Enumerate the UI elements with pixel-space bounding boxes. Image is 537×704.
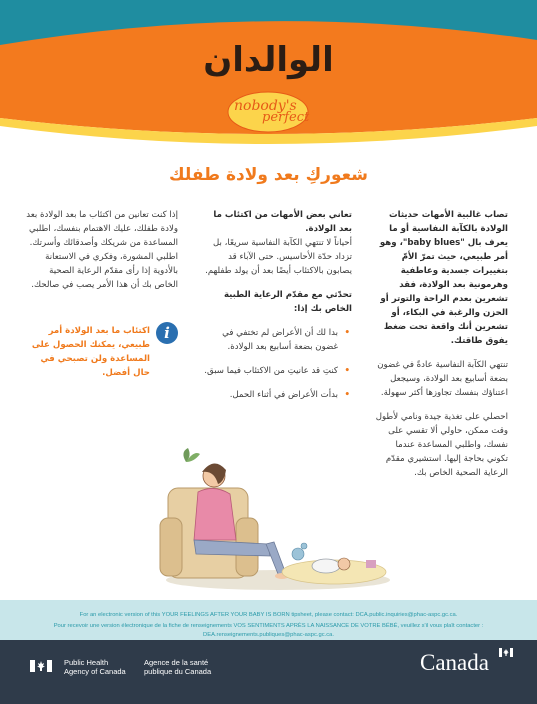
footer-line-1: For an electronic version of this YOUR FEELINGS AFTER YOUR BABY IS BORN tipsheet, please contact: DCA.public.inquiries@phac-aspc.gc.ca. (79, 612, 458, 618)
col1-paragraph-2: تنتهي الكآبة النفاسية عادةً في غضون بضعة أسابيع بعد الولادة، وسيجعل اعتناؤك بنفسك تجاوزها أكثر سهولة. (377, 360, 508, 398)
footer-line-3: DEA.renseignements.publiques@phac-aspc.gc.ca. (203, 632, 334, 638)
col1-paragraph-3: احصلي على تغذية جيدة ونامي لأطول وقت ممكن، حاولي ألا تقسي على نفسك، واطلبي المساعدة عندما تكوني بحاجة إليها. استشيري مقدّم الرعاية الصحية الخاص بك. (375, 412, 508, 478)
list-item: • كنتِ قد عانيتِ من الاكتئاب فيما سبق. (200, 364, 338, 378)
logo-line1: nobody's (234, 98, 297, 114)
footer-line-2: Pour recevoir une version électronique de la fiche de renseignements VOS SENTIMENTS APRÈS LA NAISSANCE DE VOTRE BÉBÉ, veuillez s'il vous plaît contacter : (53, 623, 484, 629)
section-subtitle: شعوركِ بعد ولادة طفلك (169, 165, 368, 185)
col1-paragraph-1: تصاب غالبية الأمهات حديثات الولادة بالكآبة النفاسية أو ما يعرف بال "baby blues"، وهو أمر طبيعي، حيث تمرّ الأمّ بتغييرات جسدية وعاطفية وهرمونية بعد الولادة، فقد تشعرين بعدم الراحة والتوتر أو الحزن والرغبة في البكاء، أو تشعرين أنك واقعة تحت ضغط يفوق طاقتك. (379, 210, 508, 346)
page-title: الوالدان (203, 40, 334, 80)
wordmark-flag-icon (499, 648, 513, 657)
department-name-en (64, 658, 126, 676)
col2-bullet-list (200, 326, 352, 402)
col2-subheading: تحدّثي مع مقدّم الرعاية الطبية الخاص بك إذا: (223, 290, 352, 314)
dept-en-line-1: Public Health (64, 658, 109, 667)
dept-fr-line-1: Agence de la santé (144, 658, 209, 667)
info-icon: i (156, 322, 178, 344)
canada-flag-icon (30, 660, 52, 672)
logo-line2: perfect (262, 110, 310, 125)
list-item: • بدا لك أن الأعراض لم تختفي في غضون بضعة أسابيع بعد الولادة. (200, 326, 338, 354)
canada-wordmark: Canada (420, 650, 489, 675)
list-item: • بدأت الأعراض في أثناء الحمل. (200, 388, 338, 402)
department-name-fr (144, 658, 211, 676)
column-2 (200, 208, 352, 412)
nobodys-perfect-logo (228, 94, 308, 130)
info-callout (26, 322, 178, 392)
col2-heading: تعاني بعض الأمهات من اكتئاب ما بعد الولادة. (213, 210, 352, 234)
col3-paragraph-1: إذا كنت تعانين من اكتئاب ما بعد الولادة بعد ولادة طفلك، عليك الاهتمام بنفسك، اطلبي المساعدة من شريكك وأصدقائك وأسرتك. اطلبي المشورة، وفكري في الاستعانة بالأدوية إذا رأى مقدّم الرعاية الصحية الخاص بك أن هذا الأمر يصب في صالحك. (26, 210, 178, 290)
header-banner (0, 0, 537, 190)
col2-paragraph-1: أحياناً لا تنتهي الكآبة النفاسية سريعًا، بل تزداد حدّة الأحاسيس. حتى الآباء قد يصابون بالاكتئاب أيضًا بعد أن يولد طفلهم. (205, 238, 352, 276)
column-3 (26, 208, 178, 302)
column-1 (372, 208, 508, 490)
dept-fr-line-2: publique du Canada (144, 667, 212, 676)
mother-baby-illustration (158, 448, 390, 593)
info-callout-text: اكتئاب ما بعد الولادة أمر طبيعي، يمكنك الحصول على المساعدة ولن تصبحي في حال أفضل. (31, 326, 150, 378)
dept-en-line-2: Agency of Canada (64, 667, 126, 676)
